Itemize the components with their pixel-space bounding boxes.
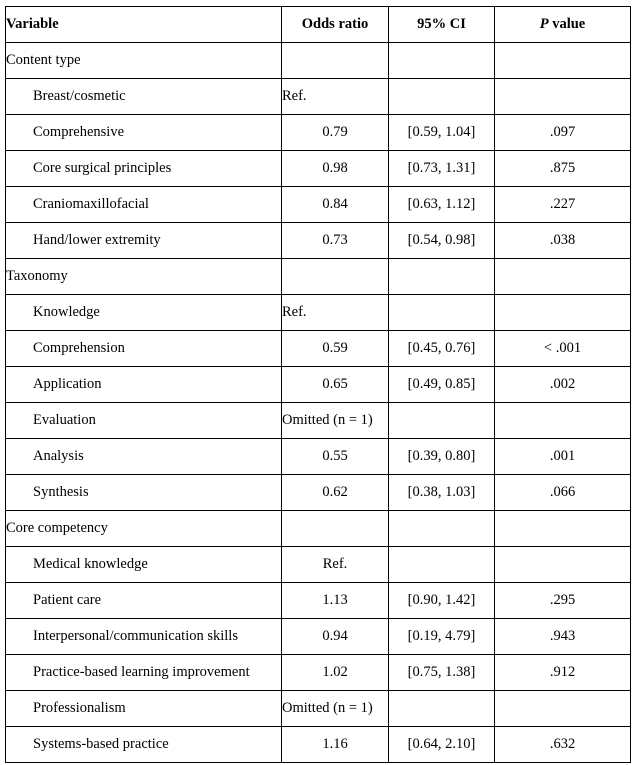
odds-ratio-cell: 0.79 <box>282 115 389 151</box>
ci-cell: [0.59, 1.04] <box>389 115 495 151</box>
odds-ratio-cell <box>282 511 389 547</box>
odds-ratio-cell: 0.73 <box>282 223 389 259</box>
odds-ratio-cell: 0.59 <box>282 331 389 367</box>
ci-cell: [0.45, 0.76] <box>389 331 495 367</box>
odds-ratio-cell: Ref. <box>282 79 389 115</box>
odds-ratio-table <box>5 6 631 763</box>
p-value-cell <box>495 295 631 331</box>
header-p-italic: P <box>539 16 549 32</box>
table-row <box>6 79 631 115</box>
p-value-cell <box>495 511 631 547</box>
odds-ratio-cell: Ref. <box>282 547 389 583</box>
odds-ratio-cell: 1.16 <box>282 727 389 763</box>
variable-cell: Medical knowledge <box>6 547 282 583</box>
p-value-cell: .943 <box>495 619 631 655</box>
table-row <box>6 475 631 511</box>
ci-cell: [0.38, 1.03] <box>389 475 495 511</box>
p-value-cell: .066 <box>495 475 631 511</box>
p-value-cell <box>495 547 631 583</box>
p-value-cell: .227 <box>495 187 631 223</box>
ci-cell: [0.73, 1.31] <box>389 151 495 187</box>
variable-cell: Professionalism <box>6 691 282 727</box>
table-row <box>6 439 631 475</box>
variable-cell: Hand/lower extremity <box>6 223 282 259</box>
variable-cell: Breast/cosmetic <box>6 79 282 115</box>
group-label: Content type <box>6 43 282 79</box>
ci-cell <box>389 547 495 583</box>
ci-cell: [0.39, 0.80] <box>389 439 495 475</box>
header-p-rest: value <box>548 16 586 32</box>
odds-ratio-cell: 1.02 <box>282 655 389 691</box>
ci-cell: [0.90, 1.42] <box>389 583 495 619</box>
group-row <box>6 259 631 295</box>
odds-ratio-cell: 0.84 <box>282 187 389 223</box>
header-row <box>6 7 631 43</box>
table-row <box>6 187 631 223</box>
variable-cell: Synthesis <box>6 475 282 511</box>
p-value-cell <box>495 259 631 295</box>
ci-cell <box>389 403 495 439</box>
variable-cell: Comprehensive <box>6 115 282 151</box>
p-value-cell: .912 <box>495 655 631 691</box>
table-row <box>6 619 631 655</box>
p-value-cell: .295 <box>495 583 631 619</box>
p-value-cell <box>495 79 631 115</box>
ci-cell: [0.64, 2.10] <box>389 727 495 763</box>
p-value-cell: .097 <box>495 115 631 151</box>
variable-cell: Knowledge <box>6 295 282 331</box>
ci-cell <box>389 691 495 727</box>
variable-cell: Systems-based practice <box>6 727 282 763</box>
group-label: Taxonomy <box>6 259 282 295</box>
odds-ratio-cell: Omitted (n = 1) <box>282 691 389 727</box>
variable-cell: Analysis <box>6 439 282 475</box>
table-row <box>6 655 631 691</box>
odds-ratio-cell: 1.13 <box>282 583 389 619</box>
variable-cell: Evaluation <box>6 403 282 439</box>
group-row <box>6 511 631 547</box>
table-row <box>6 115 631 151</box>
table-row <box>6 151 631 187</box>
ci-cell: [0.54, 0.98] <box>389 223 495 259</box>
ci-cell: [0.63, 1.12] <box>389 187 495 223</box>
table-row <box>6 547 631 583</box>
p-value-cell: .038 <box>495 223 631 259</box>
p-value-cell <box>495 691 631 727</box>
odds-ratio-cell: 0.62 <box>282 475 389 511</box>
header-p-value <box>495 7 631 43</box>
table-row <box>6 367 631 403</box>
table-body <box>6 43 631 763</box>
odds-ratio-cell: Omitted (n = 1) <box>282 403 389 439</box>
header-variable: Variable <box>6 7 282 43</box>
p-value-cell <box>495 403 631 439</box>
variable-cell: Practice-based learning improvement <box>6 655 282 691</box>
table-row <box>6 583 631 619</box>
table-row <box>6 403 631 439</box>
header-ci: 95% CI <box>389 7 495 43</box>
table-row <box>6 295 631 331</box>
p-value-cell: .875 <box>495 151 631 187</box>
odds-ratio-cell: 0.98 <box>282 151 389 187</box>
p-value-cell: .632 <box>495 727 631 763</box>
p-value-cell: .002 <box>495 367 631 403</box>
table-row <box>6 223 631 259</box>
table-row <box>6 691 631 727</box>
variable-cell: Comprehension <box>6 331 282 367</box>
ci-cell <box>389 259 495 295</box>
variable-cell: Application <box>6 367 282 403</box>
ci-cell: [0.49, 0.85] <box>389 367 495 403</box>
p-value-cell: < .001 <box>495 331 631 367</box>
odds-ratio-cell: 0.94 <box>282 619 389 655</box>
ci-cell <box>389 295 495 331</box>
variable-cell: Craniomaxillofacial <box>6 187 282 223</box>
p-value-cell: .001 <box>495 439 631 475</box>
variable-cell: Interpersonal/communication skills <box>6 619 282 655</box>
group-row <box>6 43 631 79</box>
group-label: Core competency <box>6 511 282 547</box>
ci-cell <box>389 79 495 115</box>
p-value-cell <box>495 43 631 79</box>
variable-cell: Patient care <box>6 583 282 619</box>
ci-cell <box>389 43 495 79</box>
header-odds-ratio: Odds ratio <box>282 7 389 43</box>
odds-ratio-cell: 0.65 <box>282 367 389 403</box>
ci-cell: [0.19, 4.79] <box>389 619 495 655</box>
variable-cell: Core surgical principles <box>6 151 282 187</box>
odds-ratio-cell <box>282 43 389 79</box>
table-row <box>6 727 631 763</box>
ci-cell: [0.75, 1.38] <box>389 655 495 691</box>
odds-ratio-cell: 0.55 <box>282 439 389 475</box>
table-row <box>6 331 631 367</box>
odds-ratio-cell: Ref. <box>282 295 389 331</box>
ci-cell <box>389 511 495 547</box>
odds-ratio-cell <box>282 259 389 295</box>
